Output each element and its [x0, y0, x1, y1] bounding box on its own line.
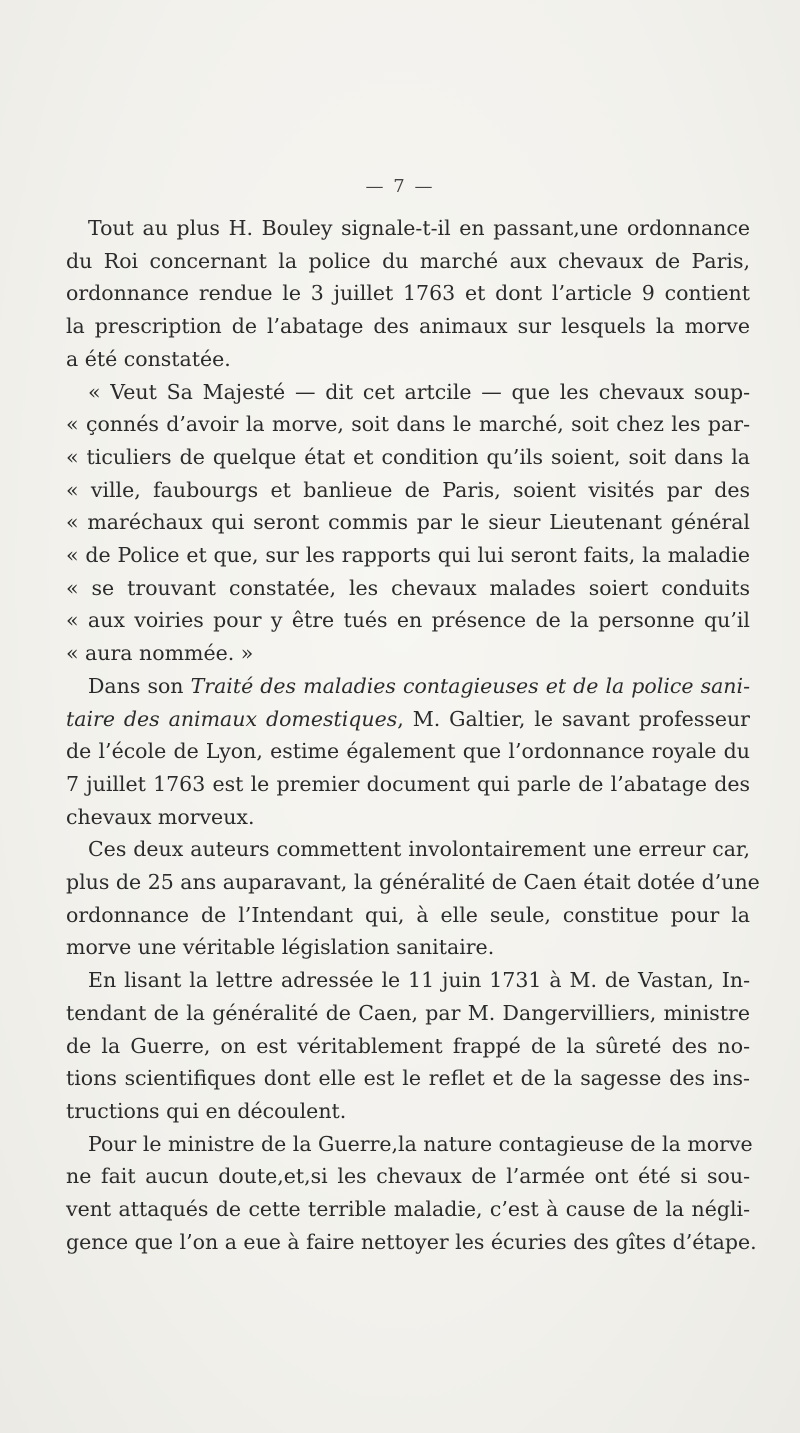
text-line: de la Guerre, on est véritablement frappé de la sûreté des no-: [66, 1033, 750, 1058]
text-line: taire des animaux domestiques, M. Galtier, le savant professeur: [66, 706, 750, 731]
body-text: [66, 212, 760, 1259]
text-line: « ticuliers de quelque état et condition qu’ils soient, soit dans la: [66, 444, 750, 469]
text-line: « aura nommée. »: [66, 641, 254, 666]
text-line: ne fait aucun doute,et,si les chevaux de l’armée ont été si sou-: [66, 1164, 750, 1189]
text-line: chevaux morveux.: [66, 804, 255, 829]
text-line: Ces deux auteurs commettent involontairement une erreur car,: [88, 837, 750, 862]
text-line: « Veut Sa Majesté — dit cet artcile — que les chevaux soup-: [88, 379, 750, 404]
text-line: morve une véritable législation sanitaire.: [66, 935, 495, 960]
text-line: 7 juillet 1763 est le premier document qui parle de l’abatage des: [66, 771, 750, 796]
text-line: la prescription de l’abatage des animaux sur lesquels la morve: [66, 314, 750, 339]
text-line: tructions qui en découlent.: [66, 1098, 347, 1123]
text-line: « de Police et que, sur les rapports qui lui seront faits, la maladie: [66, 543, 750, 568]
text-line: tions scientifiques dont elle est le reflet et de la sagesse des ins-: [66, 1066, 750, 1091]
text-line: de l’école de Lyon, estime également que l’ordonnance royale du: [66, 739, 750, 764]
text-line: « se trouvant constatée, les chevaux malades soiert conduits: [66, 575, 750, 600]
text-line: « maréchaux qui seront commis par le sieur Lieutenant général: [66, 510, 750, 535]
text-line: a été constatée.: [66, 346, 231, 371]
text-line: gence que l’on a eue à faire nettoyer les écuries des gîtes d’étape.: [66, 1229, 757, 1254]
page-number: — 7 —: [365, 176, 435, 197]
text-line: Tout au plus H. Bouley signale-t-il en passant,une ordonnance: [88, 216, 750, 240]
text-line: « ville, faubourgs et banlieue de Paris, soient visités par des: [66, 477, 750, 502]
text-line: Pour le ministre de la Guerre,la nature contagieuse de la morve: [88, 1131, 753, 1156]
text-line: Dans son Traité des maladies contagieuses et de la police sani-: [88, 673, 750, 698]
text-line: du Roi concernant la police du marché aux chevaux de Paris,: [66, 248, 750, 273]
text-line: ordonnance de l’Intendant qui, à elle seule, constitue pour la: [66, 902, 750, 927]
text-line: « çonnés d’avoir la morve, soit dans le marché, soit chez les par-: [66, 412, 750, 437]
text-line: En lisant la lettre adressée le 11 juin 1731 à M. de Vastan, In-: [88, 968, 750, 993]
text-line: « aux voiries pour y être tués en présence de la personne qu’il: [66, 608, 750, 633]
text-line: tendant de la généralité de Caen, par M. Dangervilliers, ministre: [66, 1000, 750, 1025]
text-line: plus de 25 ans auparavant, la généralité de Caen était dotée d’une: [66, 870, 760, 895]
text-line: ordonnance rendue le 3 juillet 1763 et dont l’article 9 contient: [66, 281, 750, 306]
text-line: vent attaqués de cette terrible maladie, c’est à cause de la négli-: [66, 1197, 750, 1222]
